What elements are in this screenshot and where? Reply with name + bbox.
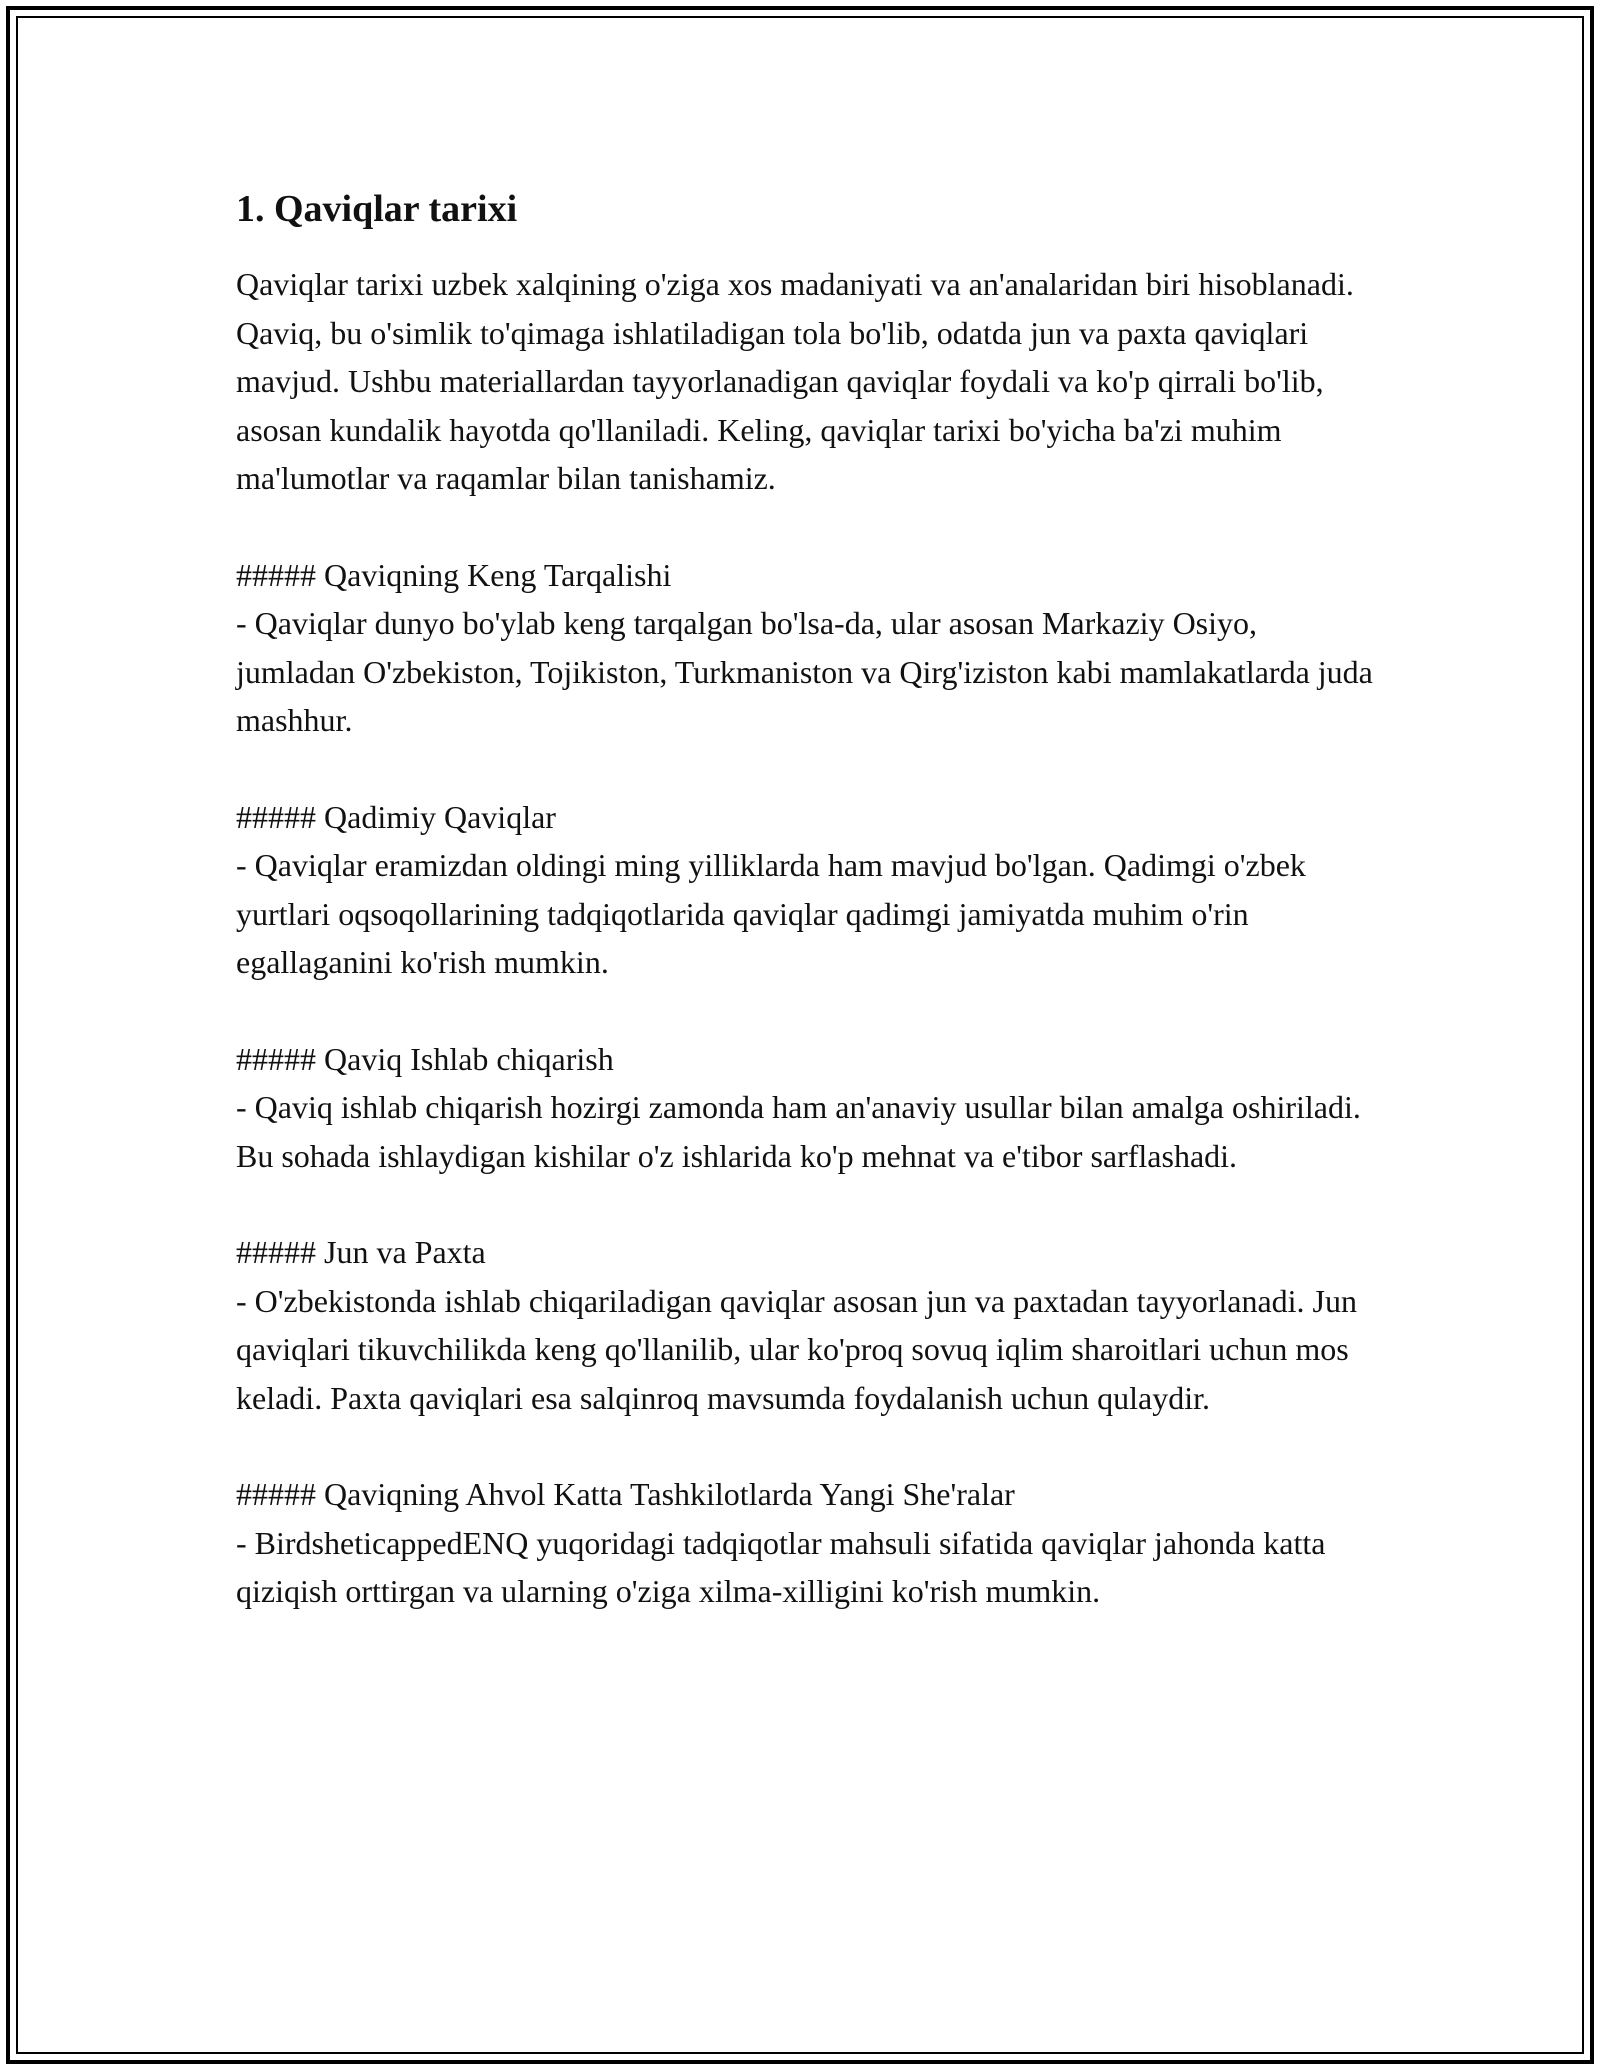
section-body: - BirdsheticappedENQ yuqoridagi tadqiqotlar mahsuli sifatida qaviqlar jahonda katta qiziqish orttirgan va ularning o'ziga xilma-xilligini ko'rish mumkin. — [236, 1524, 1326, 1609]
section-yangi-sheralar — [236, 1470, 1376, 1616]
section-ishlab-chiqarish — [236, 1035, 1376, 1181]
document-content — [236, 186, 1376, 1616]
section-jun-va-paxta — [236, 1228, 1376, 1422]
section-heading: ##### Jun va Paxta — [236, 1234, 486, 1270]
section-heading: ##### Qaviqning Keng Tarqalishi — [236, 556, 672, 593]
section-keng-tarqalishi — [236, 551, 1376, 745]
section-heading: ##### Qaviq Ishlab chiqarish — [236, 1040, 614, 1077]
section-heading: ##### Qaviqning Ahvol Katta Tashkilotlarda Yangi She'ralar — [236, 1476, 1015, 1512]
section-body: - O'zbekistonda ishlab chiqariladigan qaviqlar asosan jun va paxtadan tayyorlanadi. Jun qaviqlari tikuvchilikda keng qo'llanilib, ular ko'proq sovuq iqlim sharoitlari uchun mos keladi. Paxta qaviqlari esa salqinroq mavsumda foydalanish uchun qulaydir. — [236, 1282, 1357, 1416]
intro-paragraph: Qaviqlar tarixi uzbek xalqining o'ziga xos madaniyati va an'analaridan biri hisoblanadi. Qaviq, bu o'simlik to'qimaga ishlatiladigan tola bo'lib, odatda jun va paxta qaviqlari mavjud. Ushbu materiallardan tayyorlanadigan qaviqlar foydali va ko'p qirrali bo'lib, asosan kundalik hayotda qo'llaniladi. Keling, qaviqlar tarixi bo'yicha ba'zi muhim ma'lumotlar va raqamlar bilan tanishamiz. — [236, 266, 1354, 496]
section-qadimiy-qaviqlar — [236, 793, 1376, 987]
section-body: - Qaviq ishlab chiqarish hozirgi zamonda ham an'anaviy usullar bilan amalga oshiriladi. Bu sohada ishlaydigan kishilar o'z ishlarida ko'p mehnat va e'tibor sarflashadi. — [236, 1089, 1361, 1174]
section-body: - Qaviqlar dunyo bo'ylab keng tarqalgan bo'lsa-da, ular asosan Markaziy Osiyo, jumladan O'zbekiston, Tojikiston, Turkmaniston va Qirg'iziston kabi mamlakatlarda juda mashhur. — [236, 605, 1373, 738]
section-heading: ##### Qadimiy Qaviqlar — [236, 798, 556, 835]
page-title: 1. Qaviqlar tarixi — [236, 188, 518, 230]
section-body: - Qaviqlar eramizdan oldingi ming yilliklarda ham mavjud bo'lgan. Qadimgi o'zbek yurtlari oqsoqollarining tadqiqotlarida qaviqlar qadimgi jamiyatda muhim o'rin egallaganini ko'rish mumkin. — [236, 847, 1306, 980]
